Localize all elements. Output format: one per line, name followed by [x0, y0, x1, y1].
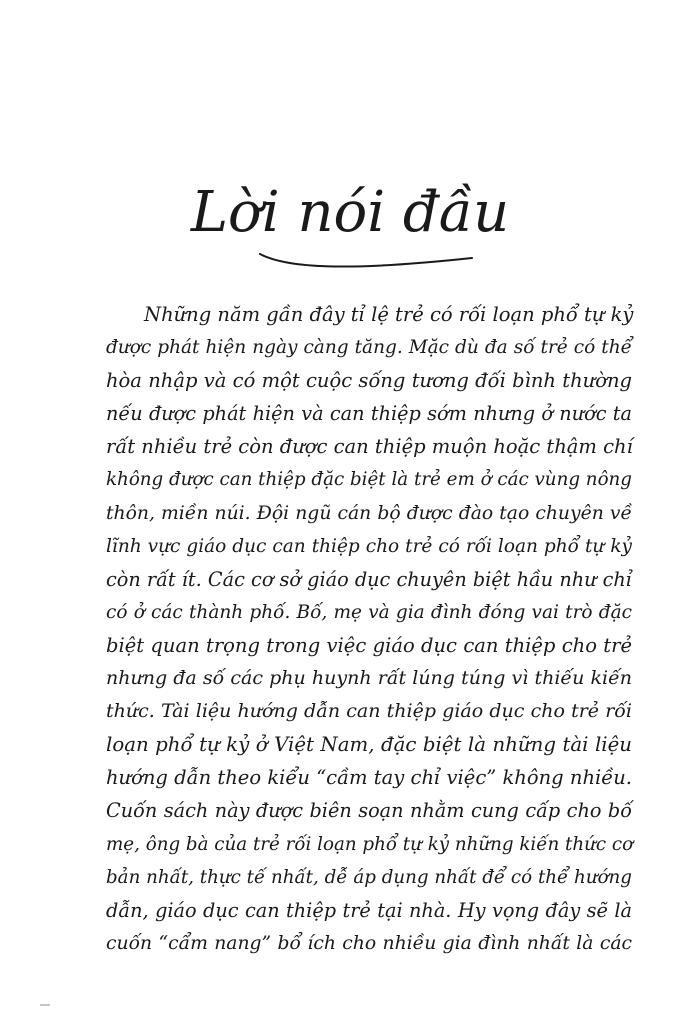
paragraph-line: rất nhiều trẻ còn được can thiệp muộn hoặc thậm chí: [106, 435, 633, 459]
paragraph-line: không được can thiệp đặc biệt là trẻ em ở các vùng nông: [106, 469, 632, 491]
paragraph-line: thức. Tài liệu hướng dẫn can thiệp giáo dục cho trẻ rối: [106, 700, 632, 723]
paragraph-line: cuốn “cẩm nang” bổ ích cho nhiều gia đình nhất là các: [106, 932, 632, 954]
preface-paragraph: [106, 298, 632, 960]
paragraph-line: thôn, miền núi. Đội ngũ cán bộ được đào tạo chuyên về: [106, 502, 632, 524]
paragraph-line: có ở các thành phố. Bố, mẹ và gia đình đóng vai trò đặc: [106, 601, 632, 623]
paragraph-line: lĩnh vực giáo dục can thiệp cho trẻ có rối loạn phổ tự kỷ: [106, 535, 632, 557]
paragraph-line: mẹ, ông bà của trẻ rối loạn phổ tự kỷ những kiến thức cơ: [106, 833, 634, 855]
scan-edge-mark: [40, 1004, 50, 1006]
paragraph-line: hướng dẫn theo kiểu “cầm tay chỉ việc” không nhiều.: [106, 766, 632, 790]
page-title: Lời nói đầu: [190, 180, 510, 245]
paragraph-line: Cuốn sách này được biên soạn nhằm cung cấp cho bố: [106, 799, 632, 823]
paragraph-line: dẫn, giáo dục can thiệp trẻ tại nhà. Hy vọng đây sẽ là: [106, 898, 632, 922]
paragraph-line: bản nhất, thực tế nhất, dễ áp dụng nhất để có thể hướng: [106, 866, 632, 888]
paragraph-line: hòa nhập và có một cuộc sống tương đối bình thường: [106, 369, 632, 393]
paragraph-line: được phát hiện ngày càng tăng. Mặc dù đa số trẻ có thể: [106, 337, 632, 359]
paragraph-line: loạn phổ tự kỷ ở Việt Nam, đặc biệt là những tài liệu: [106, 733, 632, 757]
paragraph-line: còn rất ít. Các cơ sở giáo dục chuyên biệt hầu như chỉ: [106, 567, 632, 591]
paragraph-line: nhưng đa số các phụ huynh rất lúng túng vì thiếu kiến: [106, 667, 632, 690]
paragraph-line: Những năm gần đây tỉ lệ trẻ có rối loạn phổ tự kỷ: [144, 303, 634, 326]
paragraph-line: nếu được phát hiện và can thiệp sớm nhưng ở nước ta: [106, 402, 632, 426]
paragraph-line: biệt quan trọng trong việc giáo dục can thiệp cho trẻ: [106, 633, 632, 657]
title-flourish-decoration: [250, 248, 480, 272]
